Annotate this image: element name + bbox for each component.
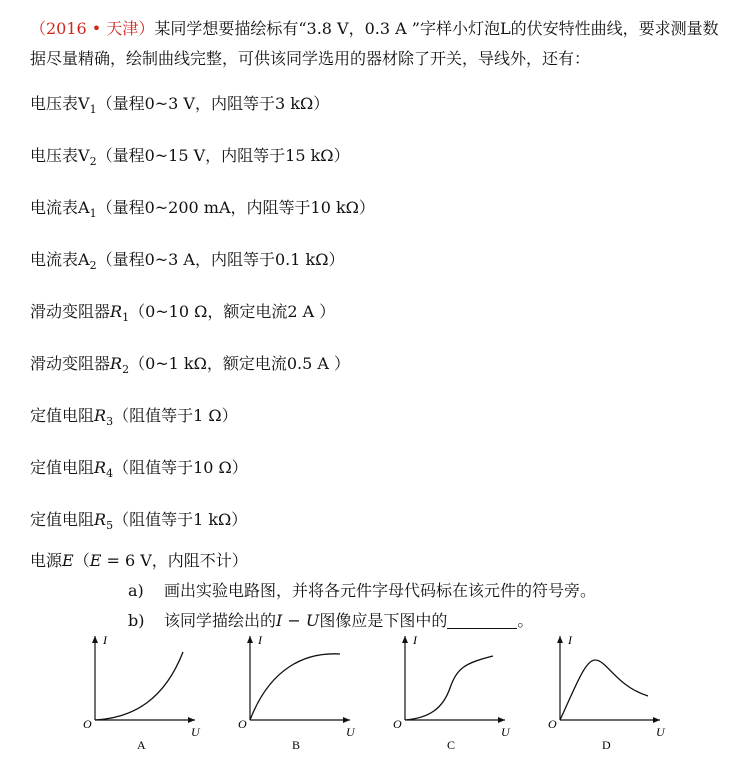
y-axis-label: I: [413, 633, 417, 647]
curve-a: [95, 652, 183, 720]
y-axis-label: I: [103, 633, 107, 647]
question-b: b) 该同学描绘出的I − U图像应是下图中的 。: [128, 611, 534, 630]
x-axis-label: U: [191, 725, 200, 739]
graph-a: [83, 633, 201, 752]
equipment-item: 定值电阻$R_4$（阻值等于10 Ω）: [30, 458, 248, 480]
curve-d: [560, 660, 648, 720]
origin-label: O: [83, 717, 92, 731]
graph-letter: D: [602, 738, 611, 752]
problem-text: 某同学想要描绘标有“3.8 V，0.3 A ”字样小灯泡L的伏安特性曲线，要求测量数据尽量精确，绘制曲线完整，可供该同学选用的器材除了开关，导线外，还有：: [30, 19, 719, 68]
equipment-item: 电流表$A_1$（量程0~200 mA，内阻等于10 kΩ）: [30, 198, 375, 220]
iu-graph-options: [70, 628, 710, 756]
origin-label: O: [393, 717, 402, 731]
origin-label: O: [238, 717, 247, 731]
graph-d: [548, 633, 666, 752]
equipment-item: 电压表$V_1$（量程0~3 V，内阻等于3 kΩ）: [30, 94, 330, 116]
graph-c: [393, 633, 511, 752]
equipment-item: 电压表$V_2$（量程0~15 V，内阻等于15 kΩ）: [30, 146, 350, 168]
graph-letter: C: [447, 738, 456, 752]
equipment-item: 电流表$A_2$（量程0~3 A，内阻等于0.1 kΩ）: [30, 250, 345, 272]
graph-letter: A: [137, 738, 146, 752]
curve-b: [250, 654, 340, 720]
problem-source: （2016 • 天津）: [30, 19, 155, 38]
x-axis-label: U: [656, 725, 665, 739]
equipment-item: 定值电阻$R_3$（阻值等于1 Ω）: [30, 406, 238, 428]
question-a: a) 画出实验电路图，并将各元件字母代码标在该元件的符号旁。: [128, 581, 597, 600]
y-axis-label: I: [258, 633, 262, 647]
equipment-item: 滑动变阻器$R_1(0\sim 10$ Ω，额定电流2 A ）: [30, 302, 336, 324]
y-axis-label: I: [568, 633, 572, 647]
graph-letter: B: [292, 738, 301, 752]
origin-label: O: [548, 717, 557, 731]
power-supply-item: 电源E（E = 6 V，内阻不计）: [30, 551, 248, 570]
graph-b: [238, 633, 356, 752]
x-axis-label: U: [501, 725, 510, 739]
problem-intro: [30, 14, 720, 74]
curve-c: [405, 656, 493, 720]
equipment-item: 定值电阻$R_5$（阻值等于1 kΩ）: [30, 510, 248, 532]
answer-blank[interactable]: [447, 612, 517, 629]
equipment-item: 滑动变阻器$R_2(0\sim 1$ kΩ，额定电流0.5 A ）: [30, 354, 351, 376]
x-axis-label: U: [346, 725, 355, 739]
